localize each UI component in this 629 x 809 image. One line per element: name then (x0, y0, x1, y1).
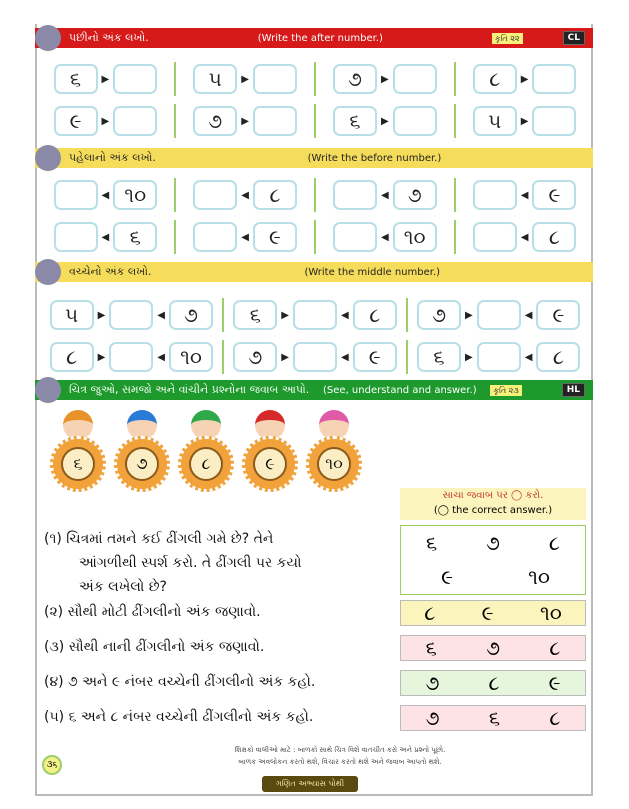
answer-options (400, 670, 586, 696)
question (44, 705, 313, 729)
exercise-item (193, 220, 297, 254)
exercise-row (45, 62, 585, 96)
arrow-right-icon: ▶ (241, 115, 249, 127)
arrow-left-icon: ◀ (520, 231, 529, 243)
arrow-right-icon: ▶ (380, 115, 389, 127)
doll-ring (242, 436, 298, 492)
exercise-item (50, 298, 213, 332)
answer-options (400, 525, 586, 595)
question (44, 635, 264, 659)
section-title-en: (Write the after number.) (257, 32, 383, 44)
number-box: ૮ (50, 342, 94, 372)
answer-option[interactable]: ૮ (424, 601, 436, 625)
number-box: ૬ (113, 222, 157, 252)
arrow-right-icon: ▶ (281, 351, 289, 363)
exercise-item (473, 62, 577, 96)
divider (174, 220, 176, 254)
question-line: અંક લખેલો છે? (79, 579, 167, 595)
mascot-icon (35, 259, 61, 285)
divider (454, 62, 456, 96)
answer-hint-gu: સાચા જવાબ પર ◯ કરો. (442, 490, 544, 501)
number-box: ૭ (169, 300, 213, 330)
arrow-right-icon: ▶ (380, 73, 389, 85)
divider (222, 298, 224, 332)
exercise-row (45, 220, 585, 254)
mascot-icon (35, 377, 61, 403)
answer-option[interactable]: ૬ (488, 706, 501, 730)
arrow-left-icon: ◀ (524, 351, 533, 363)
number-box: ૫ (50, 300, 94, 330)
arrow-left-icon: ◀ (380, 189, 389, 201)
arrow-left-icon: ◀ (341, 309, 349, 321)
divider (454, 178, 456, 212)
section-header (35, 380, 593, 400)
footer-banner: ગણિત અભ્યાસ પોથી (262, 776, 358, 792)
doll-ring (178, 436, 234, 492)
exercise-item (50, 340, 213, 374)
answer-options (400, 600, 586, 626)
divider (314, 62, 316, 96)
number-box: ૧૦ (169, 342, 213, 372)
answer-box[interactable] (113, 106, 157, 136)
answer-options (400, 635, 586, 661)
activity-badge: કૃતિ ૨૩ (490, 385, 521, 396)
exercise-item (333, 178, 437, 212)
arrow-right-icon: ▶ (97, 309, 106, 321)
exercise-item (233, 298, 396, 332)
exercise-row (45, 178, 585, 212)
section-header (35, 28, 593, 48)
question-line: (૨) સૌથી મોટી ઢીંગલીનો અંક જણાવો. (44, 604, 261, 620)
answer-box[interactable] (253, 106, 297, 136)
arrow-left-icon: ◀ (157, 309, 165, 321)
arrow-left-icon: ◀ (380, 231, 389, 243)
divider (174, 178, 176, 212)
section-title: પહેલાનો અંક લખો. (69, 151, 156, 164)
doll-number: ૬ (61, 447, 95, 481)
divider (314, 220, 316, 254)
answer-option[interactable]: ૧૦ (528, 565, 550, 589)
section-header (35, 148, 593, 168)
divider (222, 340, 224, 374)
exercise-item (473, 220, 577, 254)
number-box: ૭ (333, 64, 377, 94)
doll-number: ૭ (125, 447, 159, 481)
arrow-left-icon: ◀ (241, 189, 249, 201)
exercise-item (54, 178, 158, 212)
divider (174, 62, 176, 96)
number-box: ૬ (417, 342, 461, 372)
exercise-item (473, 104, 577, 138)
doll (242, 410, 298, 492)
exercise-item (54, 220, 158, 254)
arrow-right-icon: ▶ (241, 73, 249, 85)
arrow-left-icon: ◀ (524, 309, 533, 321)
number-box: ૮ (532, 222, 576, 252)
exercise-item (333, 104, 437, 138)
exercise-row (45, 340, 585, 374)
arrow-left-icon: ◀ (520, 189, 529, 201)
answer-hint (400, 488, 586, 520)
question-line: (૫) ૬ અને ૮ નંબર વચ્ચેની ઢીંગલીનો અંક કહો. (44, 709, 314, 725)
exercise-item (193, 178, 297, 212)
question (44, 527, 302, 599)
number-box: ૬ (233, 300, 277, 330)
question (44, 600, 261, 624)
page-number: ૩૬ (42, 755, 62, 775)
divider (406, 340, 408, 374)
footer-note: શિક્ષકો વાલીઓ માટે : બાળકો સાથે ચિત્ર વિશે વાતચીત કરો અને પ્રશ્નો પૂછો. (234, 746, 446, 754)
question-line: (૩) સૌથી નાની ઢીંગલીનો અંક જણાવો. (44, 639, 265, 655)
answer-option[interactable]: ૬ (425, 636, 437, 660)
answer-box[interactable] (253, 64, 297, 94)
exercise-item (417, 298, 580, 332)
number-box: ૧૦ (113, 180, 157, 210)
exercise-item (193, 62, 297, 96)
doll-ring (50, 436, 106, 492)
exercise-item (54, 62, 158, 96)
number-box: ૮ (353, 300, 397, 330)
activity-badge: કૃતિ ૨૨ (492, 33, 523, 44)
answer-option[interactable]: ૮ (548, 531, 560, 555)
footer-note: બાળક અવલોકન કરતો થશે, વિચાર કરતો થશે અને જવાબ આપતો થશે. (238, 758, 442, 766)
arrow-right-icon: ▶ (281, 309, 289, 321)
answer-option[interactable]: ૬ (426, 531, 438, 555)
answer-box[interactable] (109, 300, 153, 330)
divider (406, 298, 408, 332)
answer-option[interactable]: ૮ (549, 636, 561, 660)
arrow-right-icon: ▶ (465, 351, 473, 363)
number-box: ૯ (54, 106, 98, 136)
doll-number: ૮ (189, 447, 223, 481)
number-box: ૭ (393, 180, 437, 210)
divider (174, 104, 176, 138)
number-box: ૮ (473, 64, 517, 94)
number-box: ૯ (536, 300, 580, 330)
answer-option[interactable]: ૯ (441, 565, 453, 589)
section-title-en: (Write the middle number.) (304, 266, 441, 278)
doll-number: ૧૦ (317, 447, 351, 481)
answer-box[interactable] (393, 64, 437, 94)
answer-option[interactable]: ૯ (481, 601, 494, 625)
arrow-right-icon: ▶ (520, 115, 529, 127)
number-box: ૬ (54, 64, 98, 94)
arrow-left-icon: ◀ (101, 189, 110, 201)
answer-option[interactable]: ૭ (425, 671, 440, 695)
number-box: ૮ (536, 342, 580, 372)
doll (306, 410, 362, 492)
answer-box[interactable] (193, 222, 237, 252)
number-box: ૧૦ (393, 222, 437, 252)
answer-box[interactable] (477, 342, 521, 372)
divider (314, 104, 316, 138)
question-line: (૪) ૭ અને ૯ નંબર વચ્ચેની ઢીંગલીનો અંક કહો. (44, 674, 316, 690)
section-title-en: (See, understand and answer.) (323, 384, 477, 396)
arrow-right-icon: ▶ (101, 115, 110, 127)
answer-box[interactable] (54, 222, 98, 252)
answer-box[interactable] (333, 180, 377, 210)
number-box: ૭ (233, 342, 277, 372)
doll-number: ૯ (253, 447, 287, 481)
number-box: ૫ (193, 64, 237, 94)
answer-box[interactable] (193, 180, 237, 210)
exercise-item (417, 340, 580, 374)
divider (314, 178, 316, 212)
number-box: ૬ (333, 106, 377, 136)
answer-box[interactable] (393, 106, 437, 136)
answer-box[interactable] (532, 106, 576, 136)
question (44, 670, 315, 694)
number-box: ૫ (473, 106, 517, 136)
exercise-item (333, 62, 437, 96)
answer-option[interactable]: ૧૦ (539, 601, 562, 625)
answer-box[interactable] (473, 222, 517, 252)
number-box: ૯ (532, 180, 576, 210)
exercise-item (333, 220, 437, 254)
level-badge: CL (563, 31, 585, 45)
section-header (35, 262, 593, 282)
answer-option[interactable]: ૯ (548, 671, 561, 695)
mascot-icon (35, 145, 61, 171)
number-box: ૯ (353, 342, 397, 372)
arrow-right-icon: ▶ (465, 309, 473, 321)
arrow-left-icon: ◀ (341, 351, 349, 363)
answer-box[interactable] (333, 222, 377, 252)
answer-hint-en: (◯ the correct answer.) (433, 505, 553, 516)
answer-box[interactable] (113, 64, 157, 94)
answer-box[interactable] (109, 342, 153, 372)
doll (178, 410, 234, 492)
level-badge: HL (562, 383, 585, 397)
answer-box[interactable] (293, 300, 337, 330)
exercise-item (54, 104, 158, 138)
arrow-right-icon: ▶ (97, 351, 106, 363)
doll (50, 410, 106, 492)
exercise-row (45, 104, 585, 138)
answer-option[interactable]: ૭ (425, 706, 440, 730)
exercise-row (45, 298, 585, 332)
question-line: આંગળીથી સ્પર્શ કરો. તે ઢીંગલી પર કયો (79, 555, 302, 571)
doll (114, 410, 170, 492)
answer-box[interactable] (477, 300, 521, 330)
section-title: ચિત્ર જુઓ, સમજો અને વાંચીને પ્રશ્નોના જવાબ આપો. (69, 383, 310, 396)
answer-option[interactable]: ૮ (549, 706, 561, 730)
exercise-item (473, 178, 577, 212)
answer-option[interactable]: ૭ (486, 531, 500, 555)
arrow-right-icon: ▶ (101, 73, 110, 85)
answer-option[interactable]: ૭ (486, 636, 501, 660)
answer-box[interactable] (54, 180, 98, 210)
number-box: ૭ (417, 300, 461, 330)
section-title-en: (Write the before number.) (307, 152, 442, 164)
number-box: ૯ (253, 222, 297, 252)
doll-ring (306, 436, 362, 492)
section-title: પછીનો અંક લખો. (69, 31, 149, 44)
arrow-left-icon: ◀ (157, 351, 165, 363)
answer-options (400, 705, 586, 731)
arrow-right-icon: ▶ (520, 73, 529, 85)
number-box: ૮ (253, 180, 297, 210)
answer-option[interactable]: ૮ (488, 671, 500, 695)
exercise-item (233, 340, 396, 374)
answer-box[interactable] (532, 64, 576, 94)
arrow-left-icon: ◀ (101, 231, 110, 243)
answer-box[interactable] (473, 180, 517, 210)
mascot-icon (35, 25, 61, 51)
divider (454, 220, 456, 254)
doll-ring (114, 436, 170, 492)
answer-box[interactable] (293, 342, 337, 372)
section-title: વચ્ચેનો અંક લખો. (69, 265, 152, 278)
question-line: (૧) ચિત્રમાં તમને કઈ ઢીંગલી ગમે છે? તેને (44, 531, 274, 547)
arrow-left-icon: ◀ (241, 231, 249, 243)
exercise-item (193, 104, 297, 138)
number-box: ૭ (193, 106, 237, 136)
divider (454, 104, 456, 138)
